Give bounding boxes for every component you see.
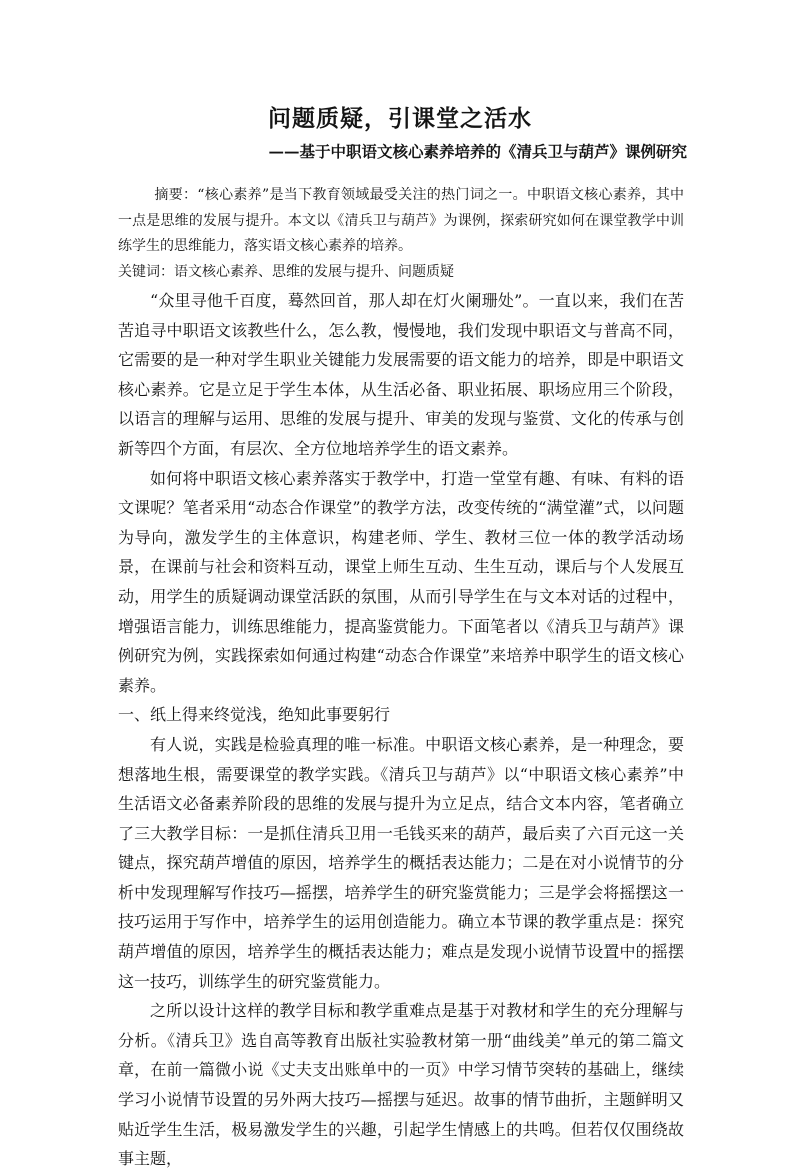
keywords-line: 关键词：语文核心素养、思维的发展与提升、问题质疑 [118,264,454,280]
article-title: 问题质疑，引课堂之活水 [268,105,532,132]
body-paragraph-2: 如何将中职语文核心素养落实于教学中，打造一堂堂有趣、有味、有料的语文课呢？笔者采用“动态合作课堂”的教学方法，改变传统的“满堂灌”式，以问题为导向，激发学生的主体意识，构建老师、学生、教材三位一体的教学活动场景，在课前与社会和资料互动，课堂上师生互动、生生互动，课后与个人发展互动，用学生的质疑调动课堂活跃的氛围，从而引导学生在与文本对话的过程中，增强语言能力，训练思维能力，提高鉴赏能力。下面笔者以《清兵卫与葫芦》课例研究为例，实践探索如何通过构建“动态合作课堂”来培养中职学生的语文核心素养。 [118,468,684,695]
body-paragraph-1: “众里寻他千百度，蓦然回首，那人却在灯火阑珊处”。一直以来，我们在苦苦追寻中职语文该教些什么，怎么教，慢慢地，我们发现中职语文与普高不同，它需要的是一种对学生职业关键能力发展需要的语文能力的培养，即是中职语文核心素养。它是立足于学生本体，从生活必备、职业拓展、职场应用三个阶段，以语言的理解与运用、思维的发展与提升、审美的发现与鉴赏、文化的传承与创新等四个方面，有层次、全方位地培养学生的语文素养。 [118,291,684,458]
body-paragraph-3: 有人说，实践是检验真理的唯一标准。中职语文核心素养，是一种理念，要想落地生根，需要课堂的教学实践。《清兵卫与葫芦》以“中职语文核心素养”中生活语文必备素养阶段的思维的发展与提升为立足点，结合文本内容，笔者确立了三大教学目标：一是抓住清兵卫用一毛钱买来的葫芦，最后卖了六百元这一关键点，探究葫芦增值的原因，培养学生的概括表达能力；二是在对小说情节的分析中发现理解写作技巧—摇摆，培养学生的研究鉴赏能力；三是学会将摇摆这一技巧运用于写作中，培养学生的运用创造能力。确立本节课的教学重点是：探究葫芦增值的原因，培养学生的概括表达能力；难点是发现小说情节设置中的摇摆这一技巧，训练学生的研究鉴赏能力。 [118,734,684,991]
body-text [118,286,684,1174]
article-subtitle: ——基于中职语文核心素养培养的《清兵卫与葫芦》课例研究 [268,142,687,161]
section-heading: 一、纸上得来终觉浅，绝知此事要躬行 [118,705,391,725]
abstract-section [118,183,684,260]
abstract-text: 摘要：“核心素养”是当下教育领域最受关注的热门词之一。中职语文核心素养，其中一点是思维的发展与提升。本文以《清兵卫与葫芦》为课例，探索研究如何在课堂教学中训练学生的思维能力，落实语文核心素养的培养。 [118,187,684,254]
body-paragraph-4: 之所以设计这样的教学目标和教学重难点是基于对教材和学生的充分理解与分析。《清兵卫》选自高等教育出版社实验教材第一册“曲线美”单元的第二篇文章，在前一篇微小说《丈夫支出账单中的一页》中学习情节突转的基础上，继续学习小说情节设置的另外两大技巧—摇摆与延迟。故事的情节曲折，主题鲜明又贴近学生生活，极易激发学生的兴趣，引起学生情感上的共鸣。但若仅仅围绕故事主题， [118,1001,684,1169]
